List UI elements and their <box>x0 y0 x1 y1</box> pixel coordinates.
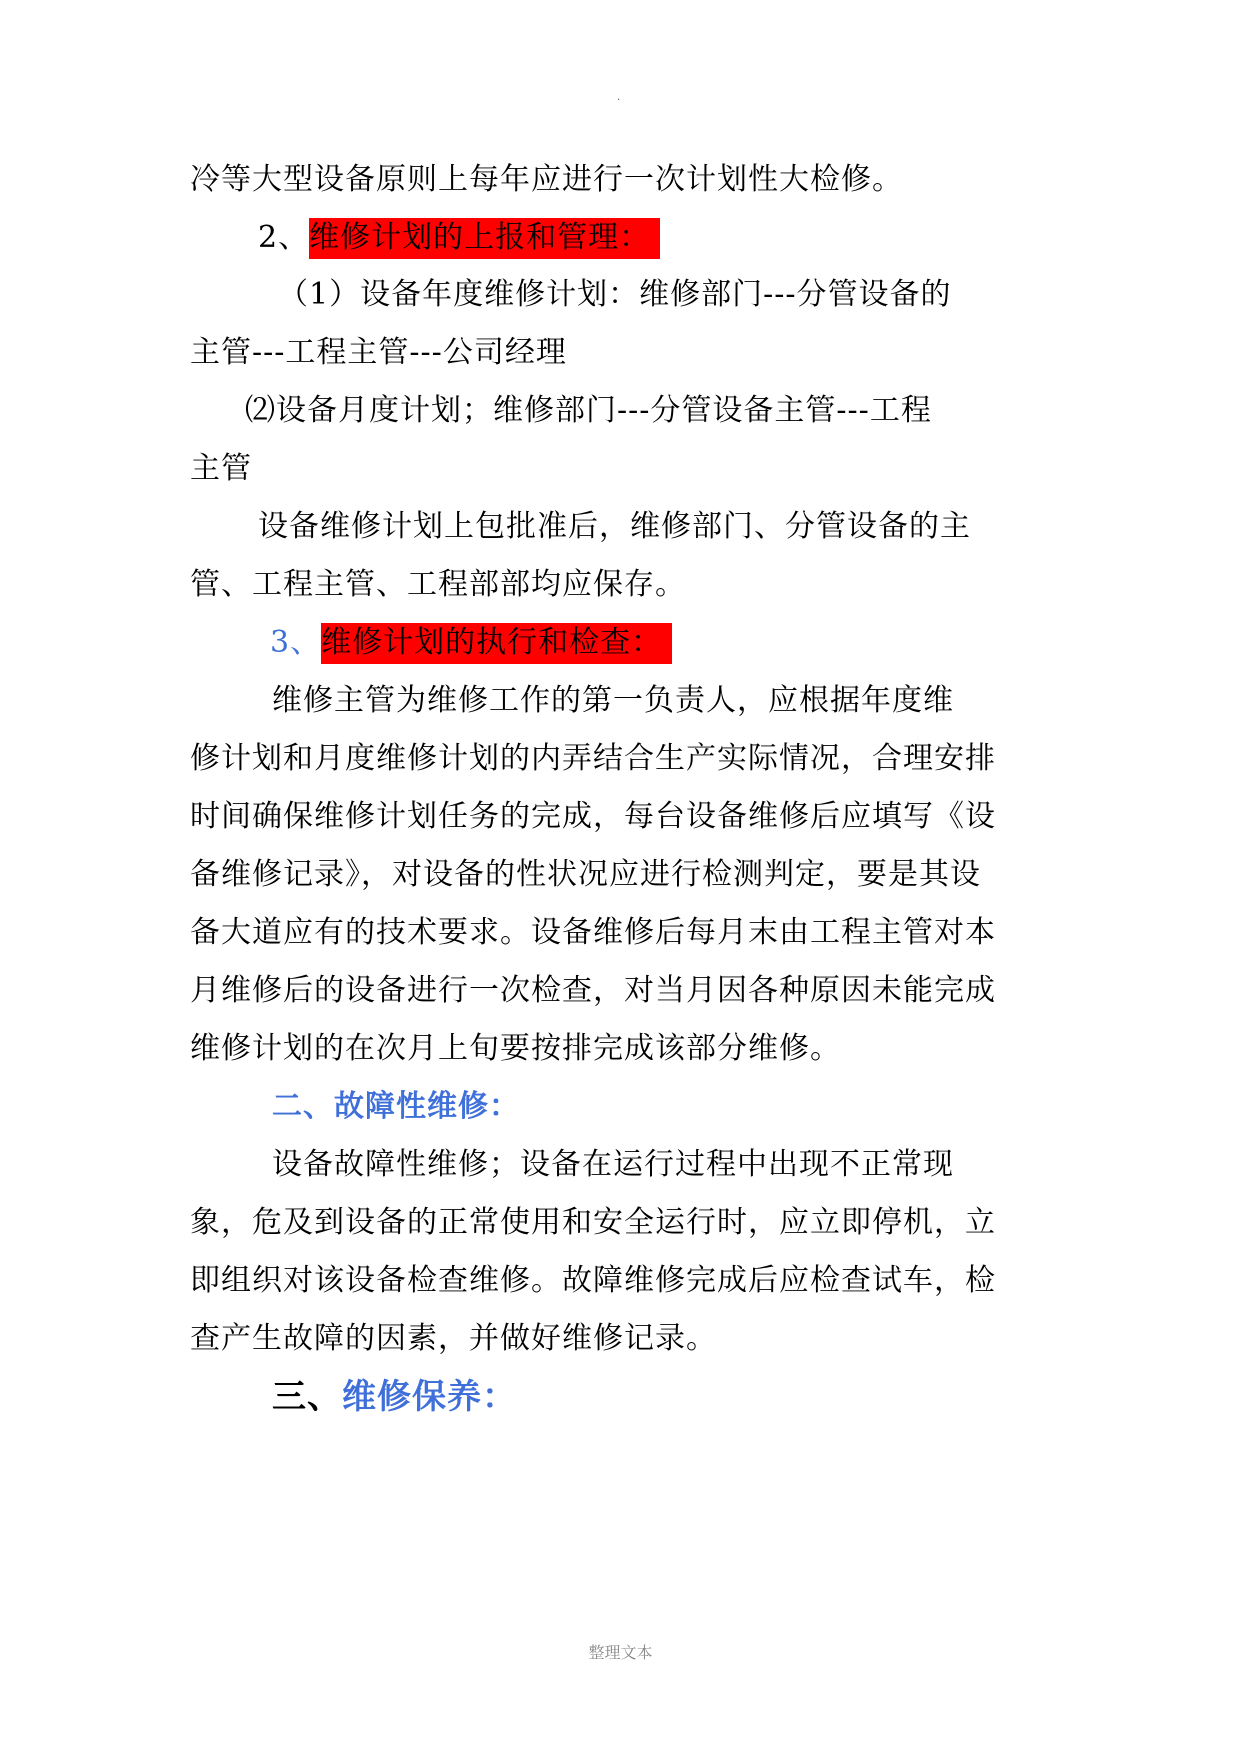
paragraph-line: 主管---工程主管---公司经理 <box>190 335 567 370</box>
section-2-heading <box>258 218 1123 258</box>
paragraph-line: 查产生故障的因素，并做好维修记录。 <box>190 1321 717 1356</box>
heading-maintenance <box>272 1377 1137 1417</box>
paragraph-line: 备维修记录》，对设备的性状况应进行检测判定，要是其设 <box>190 857 981 892</box>
paragraph-line: 设备故障性维修；设备在运行过程中出现不正常现 <box>272 1147 954 1182</box>
paragraph-line: 月维修后的设备进行一次检查，对当月因各种原因未能完成 <box>190 973 996 1008</box>
paragraph-line: 时间确保维修计划任务的完成，每台设备维修后应填写《设 <box>190 799 996 834</box>
heading-fault-repair: 二、故障性维修： <box>272 1089 520 1124</box>
heading-maintenance-prefix: 三、 <box>272 1377 342 1417</box>
heading-maintenance-title: 维修保养： <box>342 1377 517 1417</box>
header-dot: . <box>617 92 621 103</box>
paragraph-line: ⑵设备月度计划；维修部门---分管设备主管---工程 <box>245 393 932 428</box>
paragraph-line: 备大道应有的技术要求。设备维修后每月末由工程主管对本 <box>190 915 996 950</box>
section-3-title: 维修计划的执行和检查： <box>321 623 672 664</box>
section-2-title: 维修计划的上报和管理： <box>309 218 660 259</box>
paragraph-line: 维修计划的在次月上旬要按排完成该部分维修。 <box>190 1031 841 1066</box>
page-footer: 整理文本 <box>588 1643 653 1662</box>
paragraph-line: 即组织对该设备检查维修。故障维修完成后应检查试车，检 <box>190 1263 996 1298</box>
paragraph-line: 管、工程主管、工程部部均应保存。 <box>190 567 686 602</box>
section-3-heading <box>270 623 1135 663</box>
paragraph-line: 象，危及到设备的正常使用和安全运行时，应立即停机，立 <box>190 1205 996 1240</box>
paragraph-line: 设备维修计划上包批准后，维修部门、分管设备的主 <box>258 509 971 544</box>
paragraph-line: 维修主管为维修工作的第一负责人，应根据年度维 <box>272 683 954 718</box>
paragraph-line: 修计划和月度维修计划的内弄结合生产实际情况，合理安排 <box>190 741 996 776</box>
paragraph-line: 主管 <box>190 451 252 486</box>
paragraph-line: 冷等大型设备原则上每年应进行一次计划性大检修。 <box>190 162 903 197</box>
section-2-number: 2、 <box>258 220 310 255</box>
section-3-number: 3、 <box>270 625 322 660</box>
paragraph-line: （1）设备年度维修计划：维修部门---分管设备的 <box>278 277 952 312</box>
